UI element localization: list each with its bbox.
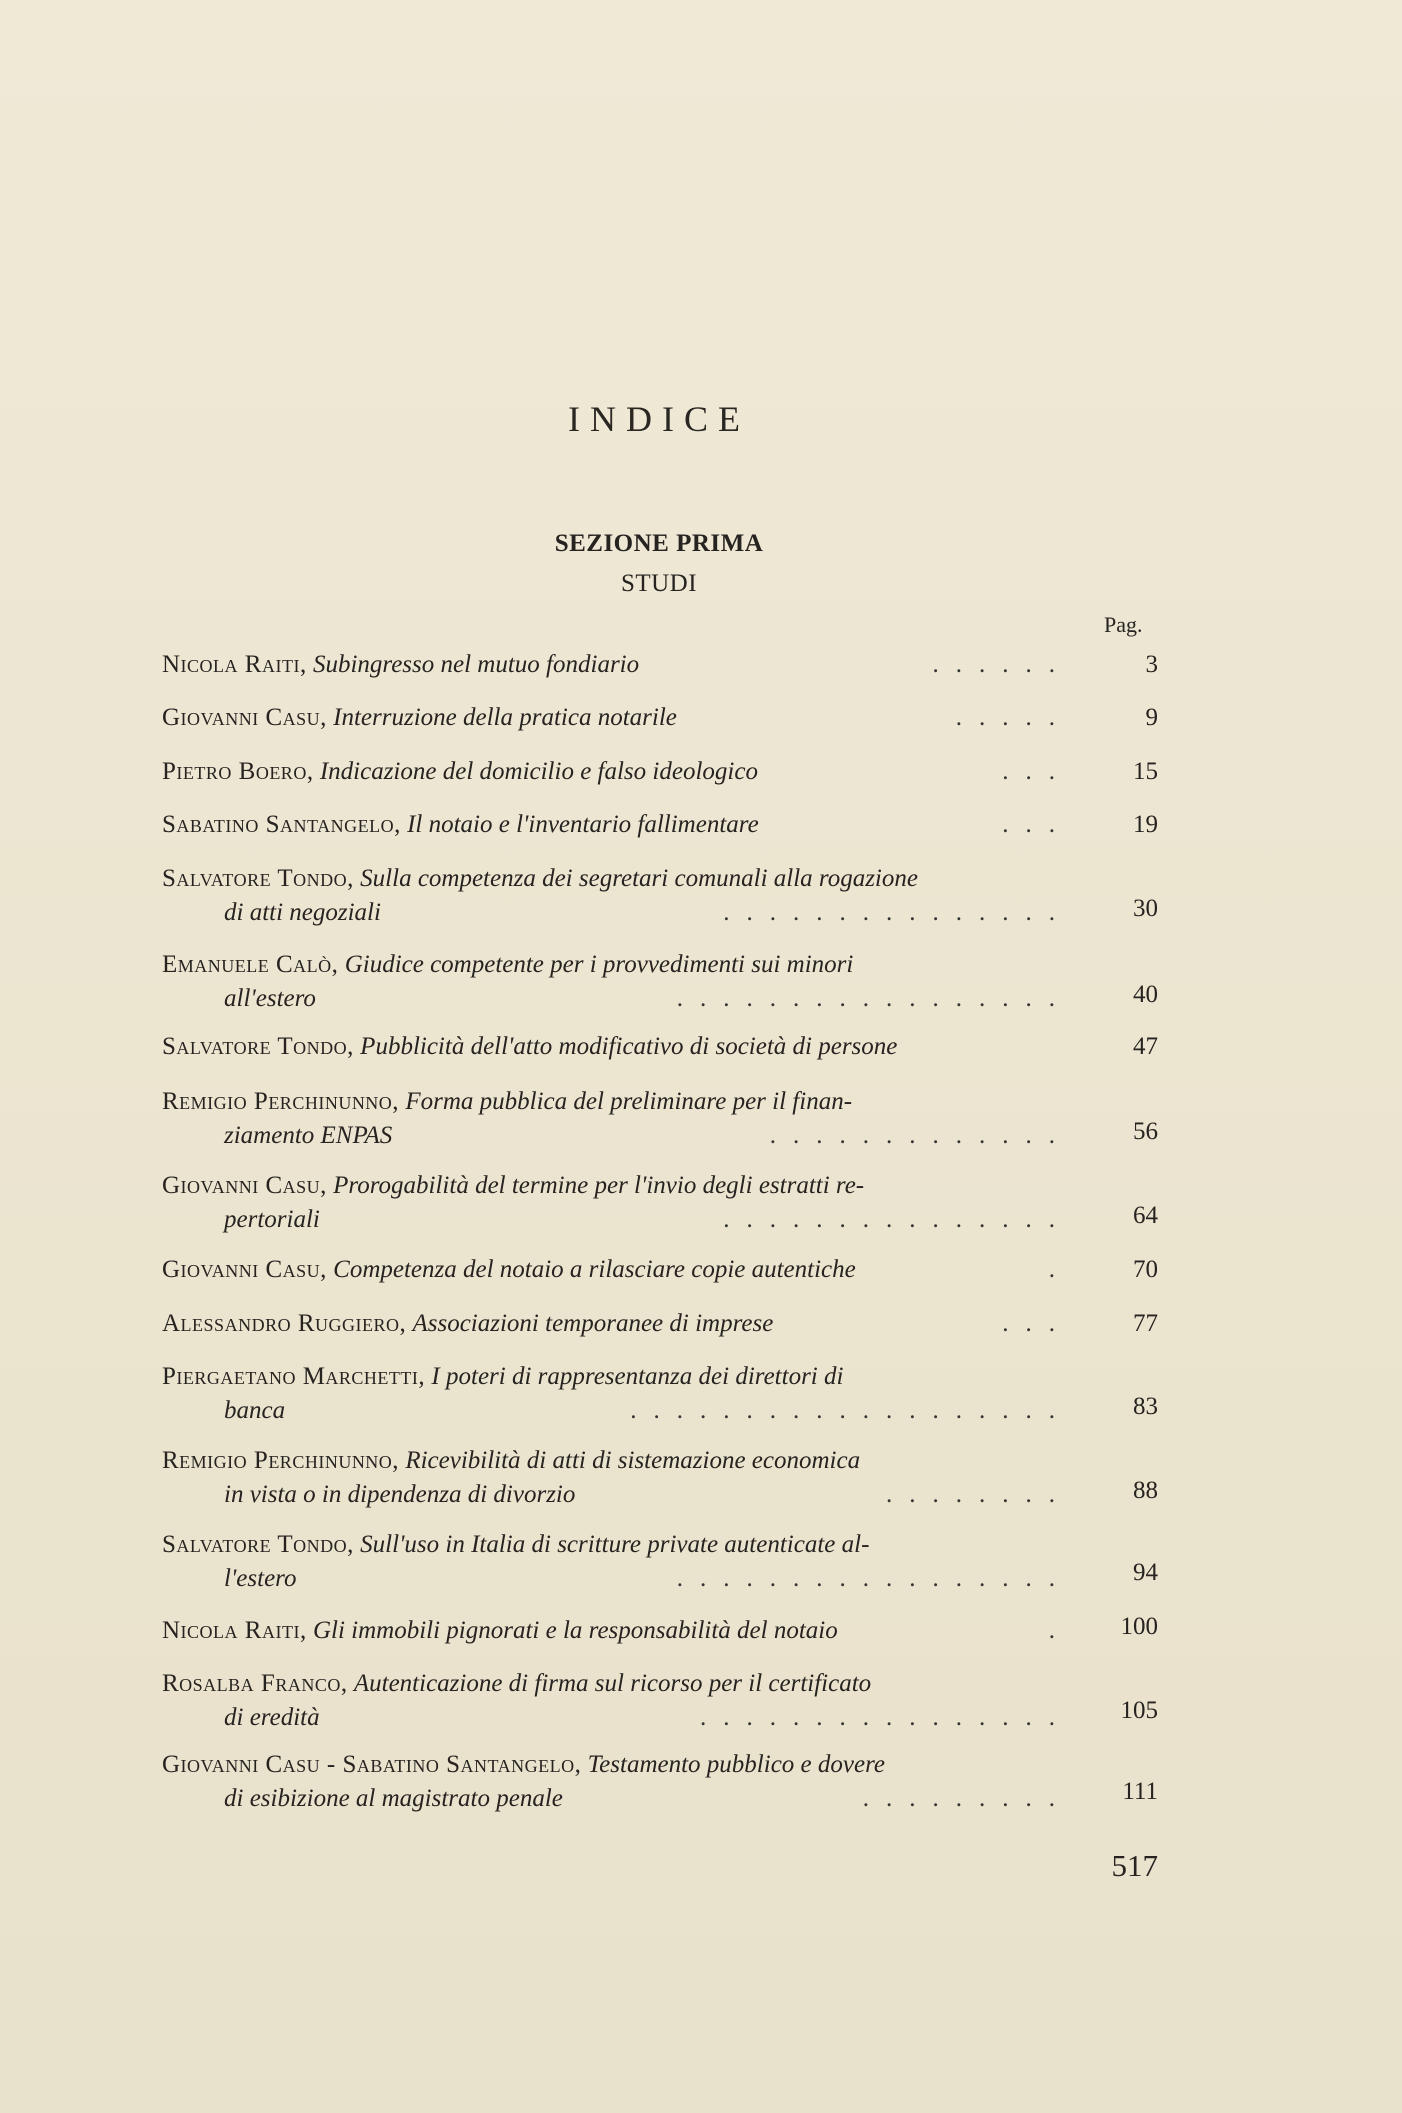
entry-page-number: 56 — [1133, 1118, 1158, 1145]
toc-entry-line — [162, 1748, 1072, 1782]
toc-entry-line — [162, 1085, 1072, 1119]
toc-entry-line — [162, 701, 1072, 735]
leader-dots: . — [1048, 1617, 1072, 1644]
leader-dots: ............... — [723, 1206, 1072, 1233]
toc-entry — [162, 1253, 1072, 1287]
entry-author: Giovanni Casu, — [162, 1256, 327, 1283]
entry-page-number: 94 — [1133, 1559, 1158, 1586]
entry-title: Competenza del notaio a rilasciare copie autentiche — [333, 1256, 856, 1283]
entry-title: Testamento pubblico e dovere — [587, 1751, 885, 1778]
entry-page-number: 47 — [1133, 1033, 1158, 1060]
toc-entry-line — [162, 1528, 1072, 1562]
toc-entry-line — [162, 1253, 1072, 1287]
entry-title: Sulla competenza dei segretari comunali alla rogazione — [360, 865, 918, 892]
toc-entry-line — [162, 1444, 1072, 1478]
entry-page-number: 40 — [1133, 981, 1158, 1008]
toc-entry-continuation — [162, 896, 1072, 930]
toc-entry-line — [162, 1030, 1072, 1064]
toc-entry-line — [162, 648, 1072, 682]
entry-title: Il notaio e l'inventario fallimentare — [407, 811, 759, 838]
entry-page-number: 111 — [1122, 1778, 1158, 1805]
entry-title: Associazioni temporanee di imprese — [412, 1310, 774, 1337]
entry-title-continuation: l'estero — [224, 1565, 297, 1592]
entry-author: Remigio Perchinunno, — [162, 1447, 400, 1474]
toc-entry-continuation — [162, 1203, 1072, 1237]
toc-entry — [162, 701, 1072, 735]
toc-entry-line — [162, 862, 1072, 896]
entry-title: Indicazione del domicilio e falso ideologico — [319, 758, 758, 785]
toc-entry-continuation — [162, 1701, 1072, 1735]
leader-dots: ..... — [955, 704, 1072, 731]
entry-title: Ricevibilità di atti di sistemazione economica — [405, 1447, 861, 1474]
entry-author: Sabatino Santangelo, — [162, 811, 401, 838]
entry-title: Pubblicità dell'atto modificativo di società di persone — [360, 1033, 898, 1060]
section-subtitle: STUDI — [620, 570, 698, 597]
toc-entry — [162, 648, 1072, 682]
entry-page-number: 3 — [1145, 651, 1158, 678]
entry-page-number: 83 — [1133, 1393, 1158, 1420]
entry-title: Giudice competente per i provvedimenti sui minori — [344, 951, 854, 978]
entry-author: Salvatore Tondo, — [162, 1531, 354, 1558]
entry-title-continuation: di esibizione al magistrato penale — [224, 1785, 563, 1812]
entry-title: I poteri di rappresentanza dei direttori di — [431, 1363, 844, 1390]
leader-dots: ... — [1002, 811, 1072, 838]
entry-title: Interruzione della pratica notarile — [333, 704, 677, 731]
entry-page-number: 100 — [1120, 1613, 1158, 1640]
toc-entry-line — [162, 1667, 1072, 1701]
entry-page-number: 70 — [1133, 1256, 1158, 1283]
entry-page-number: 88 — [1133, 1477, 1158, 1504]
leader-dots: ................. — [676, 1565, 1072, 1592]
entry-title: Sull'uso in Italia di scritture private autenticate al- — [360, 1531, 870, 1558]
leader-dots: ........ — [886, 1481, 1072, 1508]
entry-page-number: 77 — [1133, 1310, 1158, 1337]
entry-author: Salvatore Tondo, — [162, 865, 354, 892]
toc-entry — [162, 948, 1072, 1016]
entry-page-number: 105 — [1120, 1697, 1158, 1724]
entry-author: Salvatore Tondo, — [162, 1033, 354, 1060]
entry-page-number: 64 — [1133, 1202, 1158, 1229]
toc-entry — [162, 1444, 1072, 1512]
leader-dots: ............... — [723, 899, 1072, 926]
leader-dots: ............. — [769, 1122, 1072, 1149]
toc-entry — [162, 1614, 1072, 1648]
entry-title-continuation: ziamento ENPAS — [224, 1122, 393, 1149]
entry-title-continuation: pertoriali — [224, 1206, 320, 1233]
index-title: INDICE — [568, 399, 750, 439]
leader-dots: ...... — [932, 651, 1072, 678]
toc-entry-continuation — [162, 1562, 1072, 1596]
toc-entry — [162, 808, 1072, 842]
toc-entry — [162, 1169, 1072, 1237]
section-title: SEZIONE PRIMA — [554, 530, 764, 557]
toc-entry — [162, 1528, 1072, 1596]
leader-dots: ................... — [630, 1397, 1072, 1424]
leader-dots: ................ — [700, 1704, 1072, 1731]
toc-entry-line — [162, 1169, 1072, 1203]
entry-title: Forma pubblica del preliminare per il finan- — [405, 1088, 853, 1115]
entry-author: Piergaetano Marchetti, — [162, 1363, 426, 1390]
entry-author: Pietro Boero, — [162, 758, 314, 785]
entry-title: Prorogabilità del termine per l'invio degli estratti re- — [333, 1172, 865, 1199]
toc-entry-line — [162, 948, 1072, 982]
toc-entry-line — [162, 1360, 1072, 1394]
entry-author: Giovanni Casu - Sabatino Santangelo, — [162, 1751, 582, 1778]
toc-entry — [162, 1360, 1072, 1428]
toc-entry — [162, 1667, 1072, 1735]
entry-author: Alessandro Ruggiero, — [162, 1310, 407, 1337]
entry-title: Subingresso nel mutuo fondiario — [312, 651, 640, 678]
toc-entry — [162, 862, 1072, 930]
toc-entry-continuation — [162, 1394, 1072, 1428]
leader-dots: ................. — [676, 985, 1072, 1012]
entry-author: Giovanni Casu, — [162, 1172, 327, 1199]
entry-author: Remigio Perchinunno, — [162, 1088, 400, 1115]
toc-entry — [162, 1030, 1072, 1064]
entry-title-continuation: banca — [224, 1397, 286, 1424]
leader-dots: ... — [1002, 758, 1072, 785]
toc-entry — [162, 1748, 1072, 1816]
toc-entry-line — [162, 1307, 1072, 1341]
entry-page-number: 30 — [1133, 895, 1158, 922]
entry-title-continuation: in vista o in dipendenza di divorzio — [224, 1481, 576, 1508]
entry-author: Nicola Raiti, — [162, 1617, 307, 1644]
leader-dots: . — [1048, 1256, 1072, 1283]
entry-title-continuation: di atti negoziali — [224, 899, 381, 926]
toc-entry — [162, 755, 1072, 789]
entry-page-number: 19 — [1133, 811, 1158, 838]
leader-dots: ... — [1002, 1310, 1072, 1337]
toc-entry-continuation — [162, 1478, 1072, 1512]
entry-title-continuation: all'estero — [224, 985, 316, 1012]
entry-page-number: 9 — [1145, 704, 1158, 731]
toc-entry-continuation — [162, 1782, 1072, 1816]
entry-author: Giovanni Casu, — [162, 704, 327, 731]
toc-entry-line — [162, 1614, 1072, 1648]
entry-title: Gli immobili pignorati e la responsabilità del notaio — [312, 1617, 838, 1644]
toc-entry — [162, 1307, 1072, 1341]
toc-entry-line — [162, 755, 1072, 789]
entry-page-number: 15 — [1133, 758, 1158, 785]
leader-dots: ......... — [862, 1785, 1072, 1812]
entry-title-continuation: di eredità — [224, 1704, 320, 1731]
entry-title: Autenticazione di firma sul ricorso per il certificato — [353, 1670, 872, 1697]
page-column-label: Pag. — [1104, 612, 1143, 637]
entry-author: Rosalba Franco, — [162, 1670, 348, 1697]
entry-author: Nicola Raiti, — [162, 651, 307, 678]
page-number: 517 — [1111, 1848, 1158, 1883]
entry-author: Emanuele Calò, — [162, 951, 339, 978]
toc-entry-continuation — [162, 1119, 1072, 1153]
toc-entry — [162, 1085, 1072, 1153]
toc-entry-continuation — [162, 982, 1072, 1016]
toc-entry-line — [162, 808, 1072, 842]
